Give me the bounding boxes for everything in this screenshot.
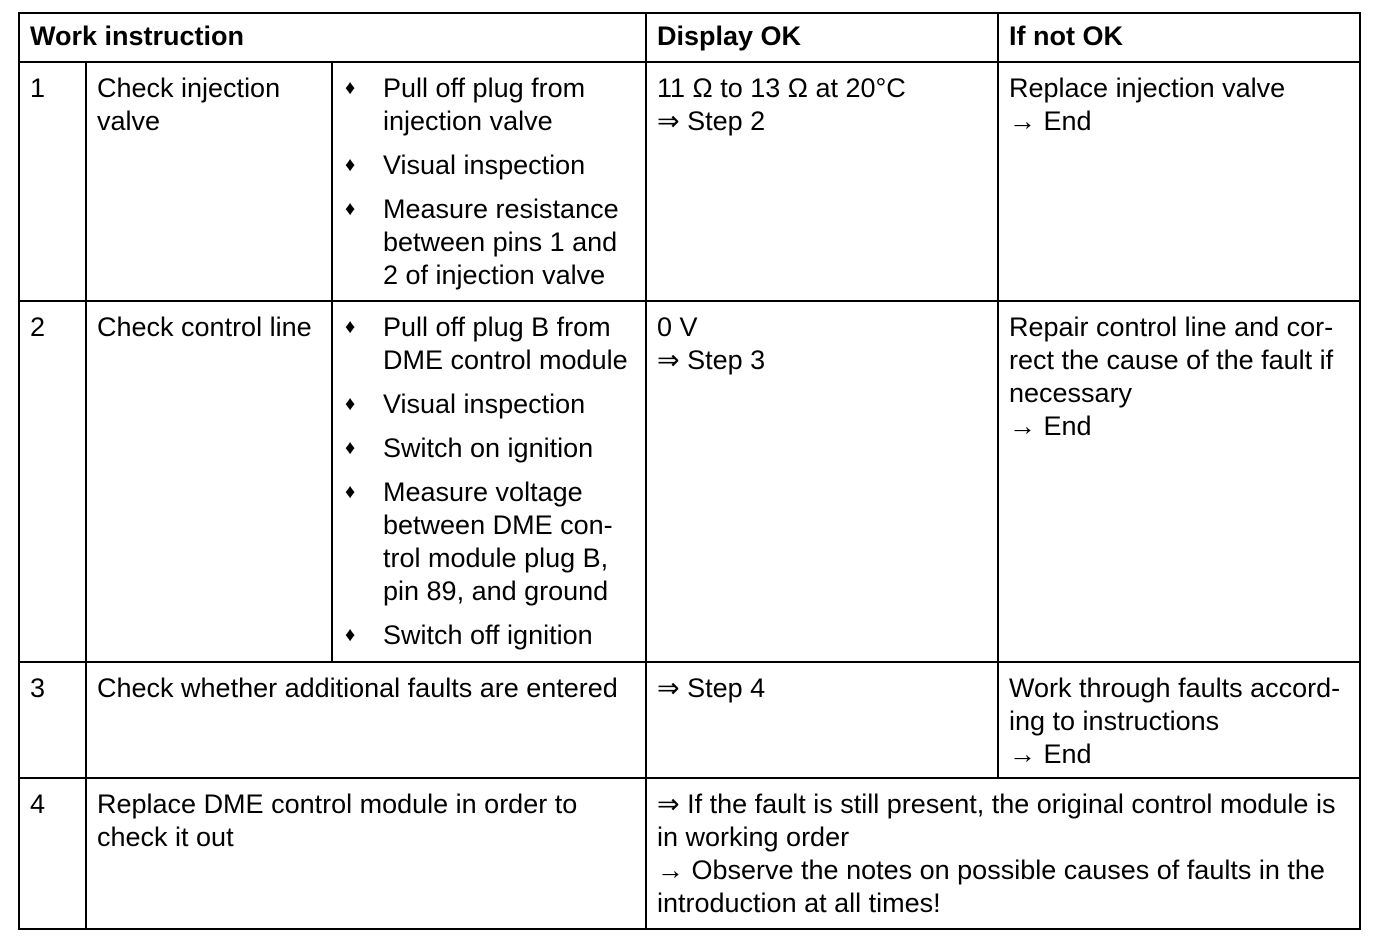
display-ok-cell (646, 62, 998, 301)
step-number: 3 (19, 662, 86, 778)
remedy-text: Repair control line and cor-rect the cause of the fault if necessary (1009, 312, 1334, 408)
table-row (19, 301, 1360, 662)
end-text: → End (1009, 739, 1092, 769)
end-text: → End (1009, 106, 1092, 136)
display-ok-cell (646, 662, 998, 778)
next-step: ⇒ Step 4 (657, 673, 766, 703)
result-note: ⇒ If the fault is still present, the original control module is in working order (657, 789, 1336, 852)
header-work-instruction: Work instruction (19, 13, 646, 62)
if-not-ok-cell (998, 662, 1360, 778)
header-if-not-ok: If not OK (998, 13, 1360, 62)
remedy-text: Work through faults accord-ing to instructions (1009, 673, 1341, 736)
list-item: ♦ Measure resistance between pins 1 and 2 of injection valve (345, 194, 619, 290)
remedy-text: Replace injection valve (1009, 73, 1286, 103)
diamond-bullet-icon: ♦ (345, 154, 356, 176)
diamond-bullet-icon: ♦ (345, 481, 356, 503)
table-row (19, 62, 1360, 301)
end-text: → End (1009, 411, 1092, 441)
instruction-steps (332, 62, 646, 301)
list-item: ♦ Measure voltage between DME con-trol module plug B, pin 89, and ground (345, 477, 613, 606)
check-label: Check injection valve (86, 62, 332, 301)
diamond-bullet-icon: ♦ (345, 624, 356, 646)
diamond-bullet-icon: ♦ (345, 77, 356, 99)
diamond-bullet-icon: ♦ (345, 437, 356, 459)
step-number: 4 (19, 778, 86, 929)
list-item: ♦ Switch on ignition (345, 433, 594, 463)
header-display-ok: Display OK (646, 13, 998, 62)
diamond-bullet-icon: ♦ (345, 316, 356, 338)
next-step: ⇒ Step 3 (657, 345, 766, 375)
observe-note: → Observe the notes on possible causes of faults in the introduction at all times! (657, 855, 1325, 918)
step-number: 2 (19, 301, 86, 662)
list-item: ♦ Visual inspection (345, 389, 586, 419)
display-ok-cell (646, 778, 1360, 929)
check-label: Replace DME control module in order to check it out (86, 778, 646, 929)
step-number: 1 (19, 62, 86, 301)
display-ok-value: 0 V (657, 312, 698, 342)
display-ok-value: 11 Ω to 13 Ω at 20°C (657, 73, 906, 103)
header-row (19, 13, 1360, 62)
check-label: Check control line (86, 301, 332, 662)
list-item: ♦ Pull off plug from injection valve (345, 73, 586, 136)
if-not-ok-cell (998, 301, 1360, 662)
table-row (19, 778, 1360, 929)
list-item: ♦ Switch off ignition (345, 620, 593, 650)
if-not-ok-cell (998, 62, 1360, 301)
display-ok-cell (646, 301, 998, 662)
check-label: Check whether additional faults are entered (86, 662, 646, 778)
diamond-bullet-icon: ♦ (345, 393, 356, 415)
list-item: ♦ Visual inspection (345, 150, 586, 180)
diamond-bullet-icon: ♦ (345, 198, 356, 220)
list-item: ♦ Pull off plug B from DME control module (345, 312, 628, 375)
work-instruction-table (18, 12, 1361, 930)
instruction-steps (332, 301, 646, 662)
table-row (19, 662, 1360, 778)
next-step: ⇒ Step 2 (657, 106, 766, 136)
